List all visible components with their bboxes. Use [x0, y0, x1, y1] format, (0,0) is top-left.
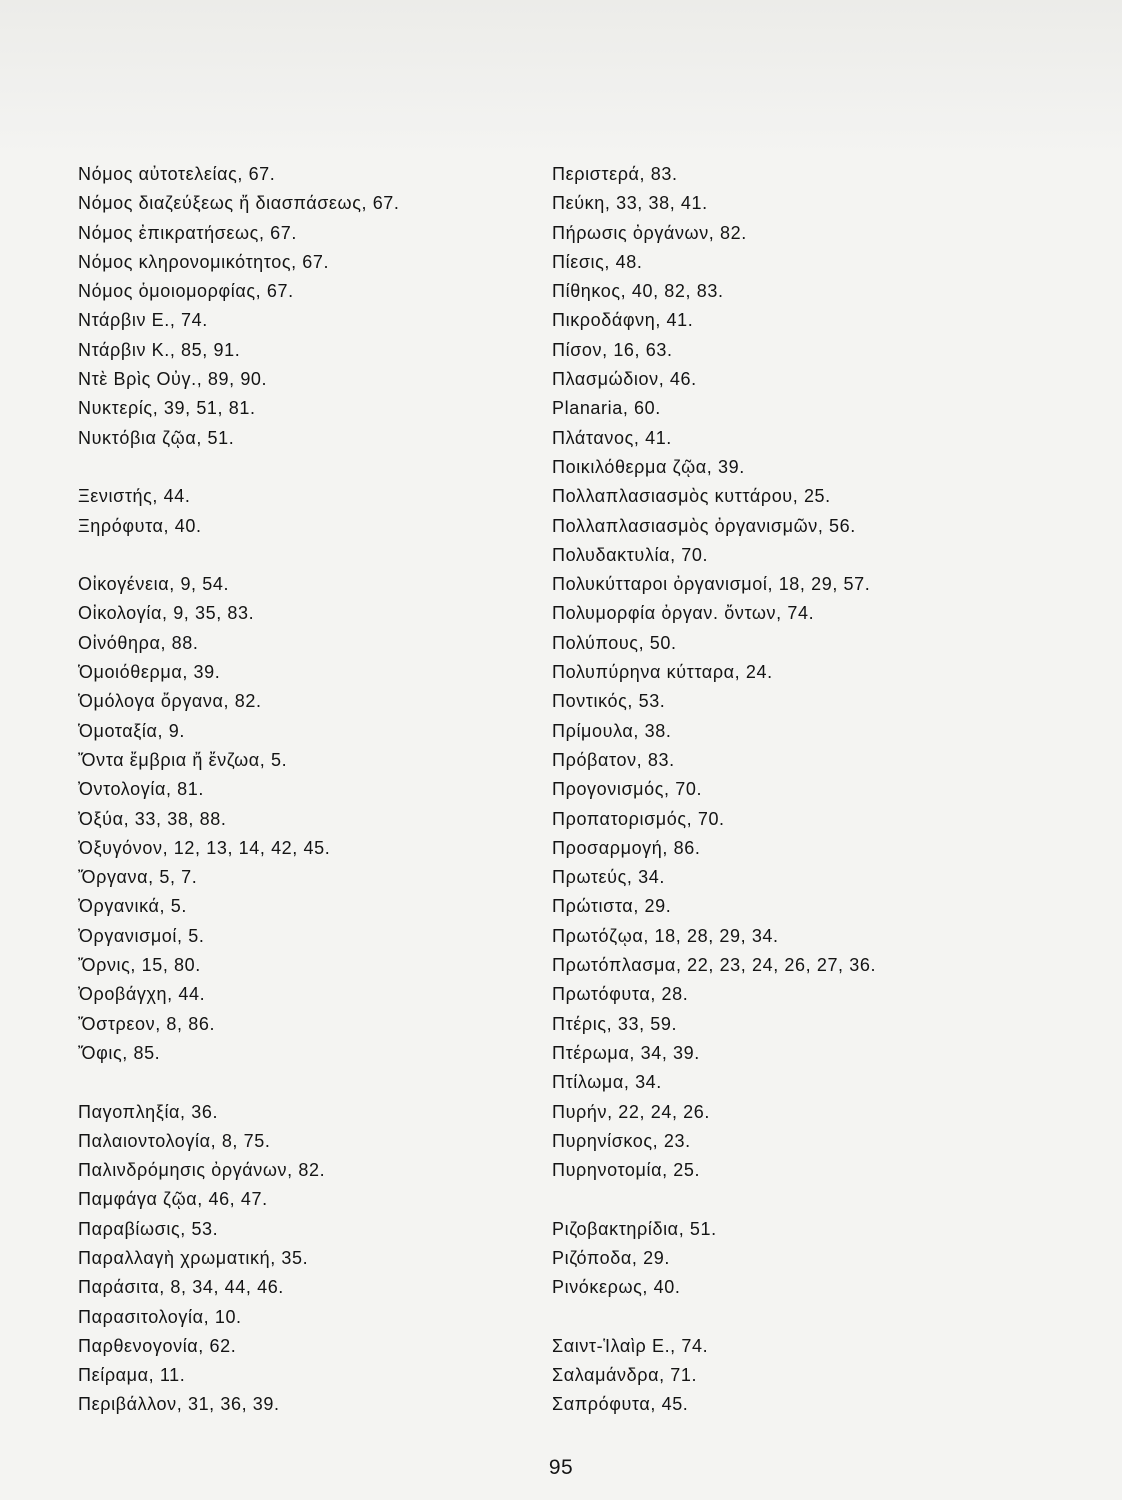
- index-entry: Πρωτόζῳα, 18, 28, 29, 34.: [552, 925, 779, 946]
- index-entry: Οἰκολογία, 9, 35, 83.: [78, 603, 255, 624]
- index-entry: Νόμος ὁμοιομορφίας, 67.: [78, 281, 294, 302]
- index-entry: Πτέρωμα, 34, 39.: [552, 1042, 700, 1063]
- index-entry: Προγονισμός, 70.: [552, 779, 703, 800]
- index-entry: Ρινόκερως, 40.: [552, 1277, 681, 1298]
- index-entry: Παράσιτα, 8, 34, 44, 46.: [78, 1277, 284, 1298]
- index-entry: Πολλαπλασιασμὸς κυττάρου, 25.: [552, 486, 831, 507]
- index-entry: Παλαιοντολογία, 8, 75.: [78, 1130, 271, 1151]
- index-column-right: [552, 160, 1072, 1420]
- index-entry: Πολλαπλασιασμὸς ὀργανισμῶν, 56.: [552, 515, 856, 536]
- section-gap: [552, 1185, 1072, 1214]
- index-entry: Πυρηνίσκος, 23.: [552, 1130, 691, 1151]
- index-entry: Περιστερά, 83.: [552, 164, 678, 184]
- index-entry: Παλινδρόμησις ὀργάνων, 82.: [78, 1160, 326, 1181]
- index-entry: Ντάρβιν Ε., 74.: [78, 310, 208, 331]
- index-entry: Ποικιλόθερμα ζῷα, 39.: [552, 456, 745, 477]
- index-entry: Προπατορισμός, 70.: [552, 808, 725, 829]
- index-entry: Πρόβατον, 83.: [552, 749, 675, 770]
- index-entry: Ὀροβάγχη, 44.: [78, 984, 206, 1005]
- index-entry: Ὁμοταξία, 9.: [78, 720, 185, 741]
- index-entry: Ὄστρεον, 8, 86.: [78, 1013, 216, 1034]
- index-entry: Πυρήν, 22, 24, 26.: [552, 1101, 710, 1122]
- index-entry: Ριζοβακτηρίδια, 51.: [552, 1218, 717, 1239]
- index-entry: Νόμος διαζεύξεως ἤ διασπάσεως, 67.: [78, 193, 400, 214]
- index-entry: Πτέρις, 33, 59.: [552, 1013, 678, 1034]
- index-entry: Ὀξύα, 33, 38, 88.: [78, 808, 227, 829]
- index-entry: Πρωτόφυτα, 28.: [552, 984, 689, 1005]
- index-entry: Ντὲ Βρὶς Οὐγ., 89, 90.: [78, 369, 268, 390]
- index-entry: Ξενιστής, 44.: [78, 486, 191, 507]
- section-gap: [78, 453, 538, 482]
- index-entry: Πολυπύρηνα κύτταρα, 24.: [552, 662, 773, 683]
- index-entry: Παρασιτολογία, 10.: [78, 1306, 242, 1327]
- section-gap: [78, 541, 538, 570]
- index-entry: Πολύπους, 50.: [552, 632, 677, 653]
- index-entry: Πείραμα, 11.: [78, 1365, 186, 1386]
- index-entry: Ὄρνις, 15, 80.: [78, 955, 201, 976]
- index-entry: Planaria, 60.: [552, 398, 661, 419]
- index-entry: Πυρηνοτομία, 25.: [552, 1160, 701, 1181]
- index-entry: Σαιντ-Ἱλαὶρ Ε., 74.: [552, 1335, 709, 1356]
- index-entry: Πτίλωμα, 34.: [552, 1072, 662, 1093]
- index-entry: Σαπρόφυτα, 45.: [552, 1394, 689, 1415]
- index-entry: Νόμος αὐτοτελείας, 67.: [78, 164, 276, 184]
- index-entry: Σαλαμάνδρα, 71.: [552, 1365, 698, 1386]
- index-entry: Νυκτόβια ζῷα, 51.: [78, 427, 235, 448]
- section-gap: [78, 1068, 538, 1097]
- index-entry: Παγοπληξία, 36.: [78, 1101, 219, 1122]
- index-entry: Περιβάλλον, 31, 36, 39.: [78, 1394, 280, 1415]
- index-entry: Πλάτανος, 41.: [552, 427, 672, 448]
- index-entry: Πίθηκος, 40, 82, 83.: [552, 281, 724, 302]
- index-entry: Πρίμουλα, 38.: [552, 720, 672, 741]
- section-gap: [552, 1303, 1072, 1332]
- index-entry: Ὄργανα, 5, 7.: [78, 867, 198, 888]
- index-entry: Ὁμόλογα ὄργανα, 82.: [78, 691, 262, 712]
- index-entry: Πρωτόπλασμα, 22, 23, 24, 26, 27, 36.: [552, 955, 877, 976]
- index-entry: Πολυκύτταροι ὀργανισμοί, 18, 29, 57.: [552, 574, 871, 595]
- index-entry: Πρώτιστα, 29.: [552, 896, 672, 917]
- index-entry: Ὄφις, 85.: [78, 1042, 161, 1063]
- index-entry: Νόμος κληρονομικότητος, 67.: [78, 251, 330, 272]
- index-entry: Ὀργανισμοί, 5.: [78, 925, 205, 946]
- index-entry: Ὀργανικά, 5.: [78, 896, 187, 917]
- index-entry: Πήρωσις ὀργάνων, 82.: [552, 222, 747, 243]
- page-number: 95: [548, 1456, 574, 1479]
- index-entry: Οἰνόθηρα, 88.: [78, 632, 199, 653]
- index-entry: Πλασμώδιον, 46.: [552, 369, 697, 390]
- index-column-left: [78, 160, 538, 1420]
- index-entry: Ὄντα ἔμβρια ἤ ἔνζωα, 5.: [78, 749, 288, 770]
- index-entry: Ντάρβιν Κ., 85, 91.: [78, 339, 241, 360]
- index-entry: Πολυμορφία ὀργαν. ὄντων, 74.: [552, 603, 815, 624]
- index-entry: Νόμος ἐπικρατήσεως, 67.: [78, 222, 297, 243]
- show-through-shadow: [0, 0, 1122, 160]
- index-entry: Ποντικός, 53.: [552, 691, 666, 712]
- index-entry: Παμφάγα ζῷα, 46, 47.: [78, 1189, 268, 1210]
- index-entry: Ριζόποδα, 29.: [552, 1247, 670, 1268]
- index-entry: Οἰκογένεια, 9, 54.: [78, 574, 230, 595]
- index-entry: Πίσον, 16, 63.: [552, 339, 673, 360]
- index-entry: Πρωτεύς, 34.: [552, 867, 665, 888]
- index-entry: Πίεσις, 48.: [552, 251, 643, 272]
- index-entry: Παρθενογονία, 62.: [78, 1335, 237, 1356]
- index-entry: Ξηρόφυτα, 40.: [78, 515, 202, 536]
- index-entry: Πεύκη, 33, 38, 41.: [552, 193, 708, 214]
- index-entry: Ὀξυγόνον, 12, 13, 14, 42, 45.: [78, 837, 331, 858]
- index-entry: Πικροδάφνη, 41.: [552, 310, 694, 331]
- index-entry: Ὀντολογία, 81.: [78, 779, 204, 800]
- index-entry: Παραλλαγὴ χρωματική, 35.: [78, 1247, 309, 1268]
- index-entry: Νυκτερίς, 39, 51, 81.: [78, 398, 256, 419]
- index-entry: Πολυδακτυλία, 70.: [552, 544, 709, 565]
- index-entry: Προσαρμογή, 86.: [552, 837, 701, 858]
- index-entry: Ὁμοιόθερμα, 39.: [78, 662, 221, 683]
- index-entry: Παραβίωσις, 53.: [78, 1218, 219, 1239]
